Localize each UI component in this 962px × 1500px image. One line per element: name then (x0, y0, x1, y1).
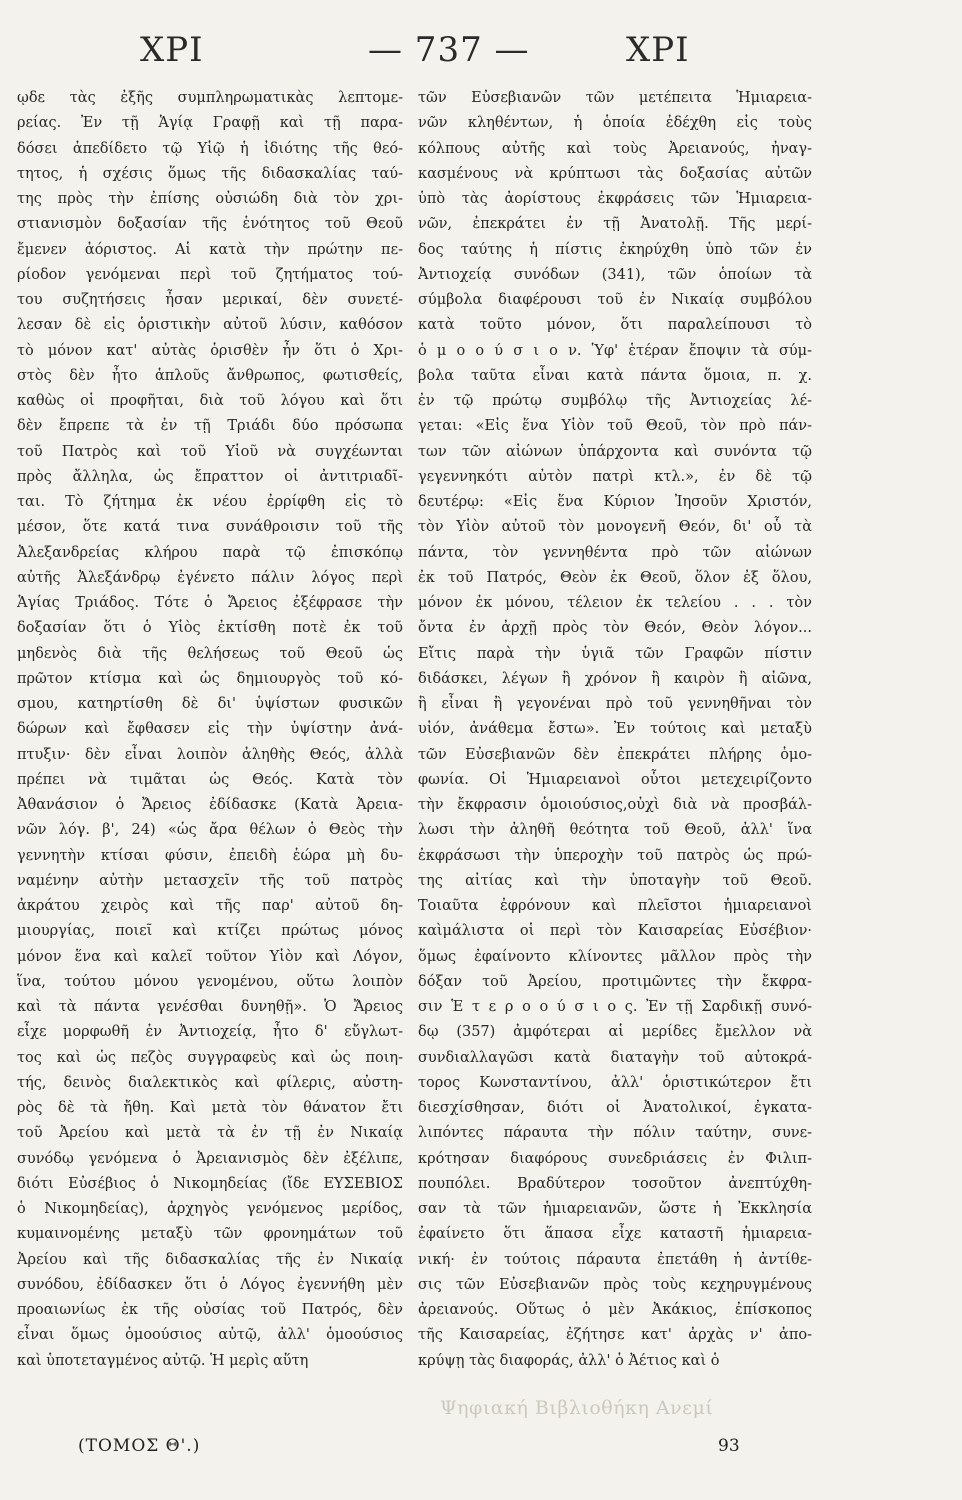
text-line: σις τῶν Εὐσεβιανῶν πρὸς τοὺς κεχηρυγμένους (418, 1276, 812, 1293)
text-line: γεγεννηκότι αὐτὸν πατρὶ κτλ.», ἐν δὲ τῷ (418, 468, 812, 485)
text-line: διεσχίσθησαν, διότι οἱ Ἀνατολικοί, ἐγκατα- (418, 1100, 812, 1116)
text-line: γεται: «Εἰς ἕνα Υἱὸν τοῦ Θεοῦ, τὸν πρὸ πάν- (418, 418, 812, 435)
text-line: ἔμενεν ἀόριστος. Αἱ κατὰ τὴν πρώτην πε- (17, 241, 403, 258)
text-line: τοῦ Πατρὸς καὶ τοῦ Υἱοῦ νὰ συγχέωνται (17, 443, 403, 460)
text-line: κρότησαν διαφόρους συνεδριάσεις ἐν Φιλιπ- (418, 1150, 812, 1167)
text-line: ἀρειανούς. Οὕτως ὁ μὲν Ἀκάκιος, ἐπίσκοπος (418, 1302, 812, 1318)
text-line: πάντα, τὸν γεννηθέντα πρὸ τῶν αἰώνων (418, 544, 812, 561)
text-line: τος καὶ ὡς πεζὸς συγγραφεὺς καὶ ὡς ποιη- (17, 1049, 403, 1066)
text-line: δώρων καὶ ἔφθασεν εἰς τὴν ὑψίστην ἀνά- (17, 721, 403, 738)
text-line: τῆς Καισαρείας, ἐζήτησε κατ' ἀρχὰς ν' ἀπο- (418, 1327, 812, 1344)
text-line: Ἁγίας Τριάδος. Τότε ὁ Ἄρειος ἐξέφρασε τὴν (17, 595, 403, 611)
text-line: δῳ (357) ἀμφότεραι αἱ μερίδες ἔμελλον νὰ (418, 1024, 812, 1041)
text-line: μιουργίας, ποιεῖ καὶ κτίζει πρώτως μόνος (17, 923, 403, 940)
text-line: συνδιαλλαγῶσι κατὰ διαταγὴν τοῦ αὐτοκρά- (418, 1049, 812, 1066)
text-line: ὅμως ἐφαίνοντο κλίνοντες μᾶλλον πρὸς τὴν (418, 948, 812, 965)
text-line: κυμαινομένης μεταξὺ τῶν φρονημάτων τοῦ (17, 1226, 403, 1243)
text-line: κασμένους νὰ κρύπτωσι τὰς δοξασίας αὐτῶν (418, 165, 812, 182)
text-line: μηδενὸς διὰ τῆς θελήσεως τοῦ Θεοῦ ὡς (17, 645, 403, 662)
text-line: εἶχε μορφωθῆ ἐν Ἀντιοχείᾳ, ἦτο δ' εὔγλωτ- (17, 1024, 403, 1041)
text-line: μόνον ἐκ μόνου, τέλειον ἐκ τελείου . . . τὸν (418, 595, 812, 611)
text-line: κρύψῃ τὰς διαφοράς, ἀλλ' ὁ Ἀέτιος καὶ ὁ (418, 1352, 720, 1369)
text-line: ρείας. Ἐν τῇ Ἁγίᾳ Γραφῇ καὶ τῇ παρα- (17, 115, 403, 132)
text-line: δὲν ἔπρεπε τὰ ἐν τῇ Τριάδι δύο πρόσωπα (17, 418, 403, 435)
text-line: ἐκφράσωσι τὴν ὑπεροχὴν τοῦ πατρὸς ὡς πρώ- (418, 847, 812, 864)
text-line: ὁ μ ο ο ύ σ ι ο ν. Ὑφ' ἑτέραν ἔποψιν τὰ σύμ- (418, 342, 812, 359)
text-line: δευτέρῳ: «Εἰς ἕνα Κύριον Ἰησοῦν Χριστόν, (418, 494, 812, 510)
text-line: κόλπους αὐτῆς καὶ τοὺς Ἀρειανούς, ἠναγ- (418, 140, 812, 157)
text-line: της αἰτίας καὶ τὴν ὑποταγὴν τοῦ Θεοῦ. (418, 872, 812, 889)
text-line: νική· ἐν τούτοις πάραυτα ἐπετάθη ἡ ἀντίθε- (418, 1251, 812, 1268)
text-line: κατὰ τοῦτο μόνον, ὅτι παραλείπουσι τὸ (418, 317, 812, 334)
text-line: ὄντα ἐν ἀρχῇ πρὸς τὸν Θεόν, Θεὸν λόγον... (418, 620, 812, 637)
text-line: δόσει ἀπεδίδετο τῷ Υἱῷ ἡ ἰδιότης τῆς θεό- (17, 140, 403, 157)
text-line: μέσον, ὅτε κατά τινα συνάθροισιν τοῦ τῆς (17, 519, 403, 536)
left-column (17, 86, 403, 1374)
text-line: καθὼς οἱ προφῆται, διὰ τοῦ λόγου καὶ ὅτι (17, 393, 403, 409)
text-line: ἐν τῷ πρώτῳ συμβόλῳ τῆς Ἀντιοχείας λέ- (418, 393, 812, 409)
text-line: ἢ εἶναι ἢ γεγονέναι πρὸ τοῦ γεννηθῆναι τὸν (418, 696, 812, 712)
text-line: ται. Τὸ ζήτημα ἐκ νέου ἐρρίφθη εἰς τὸ (17, 494, 403, 510)
text-line: Ἀθανάσιον ὁ Ἄρειος ἐδίδασκε (Κατὰ Ἀρεια- (17, 797, 403, 813)
text-line: σύμβολα διαφέρουσι τοῦ ἐν Νικαίᾳ συμβόλου (418, 292, 812, 308)
text-line: τής, δεινὸς διαλεκτικὸς καὶ φίλερις, αὐστη- (17, 1074, 403, 1091)
text-line: σιν Ἑ τ ε ρ ο ο ύ σ ι ο ς. Ἐν τῇ Σαρδικῇ συνό- (418, 999, 812, 1015)
text-line: Τοιαῦτα ἐφρόνουν καὶ πλεῖστοι ἡμιαρειανοὶ (418, 898, 812, 914)
page-number: — 737 — (368, 30, 530, 70)
text-line: πρῶτον κτίσμα καὶ ὡς δημιουργὸς τοῦ κό- (17, 670, 403, 687)
text-line: νῶν λόγ. β', 24) «ὡς ἄρα θέλων ὁ Θεὸς τὴν (17, 822, 403, 839)
text-line: διότι Εὐσέβιος ὁ Νικομηδείας (ἴδε ΕΥΣΕΒΙΟΣ (17, 1175, 403, 1192)
text-line: γεννητὴν κτίσαι φύσιν, ἐπειδὴ ἑώρα μὴ δυ- (17, 847, 403, 864)
text-line: εἶναι ὅμως ὁμοούσιος αὐτῷ, ἀλλ' ὁμοούσιος (17, 1327, 403, 1344)
text-line: ῳδε τὰς ἐξῆς συμπληρωματικὰς λεπτομε- (17, 90, 403, 106)
text-line: προαιωνίως ἐκ τῆς οὐσίας τοῦ Πατρός, δὲν (17, 1302, 403, 1318)
text-line: καὶ ὑποτεταγμένος αὐτῷ. Ἡ μερὶς αὕτη (17, 1352, 309, 1369)
running-head-left: ΧΡΙ (140, 30, 204, 70)
text-line: καὶ τὰ πάντα γενέσθαι δυνηθῇ». Ὁ Ἄρειος (17, 999, 403, 1015)
text-line: συνόδου, ἐδίδασκεν ὅτι ὁ Λόγος ἐγεννήθη μὲν (17, 1276, 403, 1293)
text-line: πρέπει νὰ τιμᾶται ὡς Θεός. Κατὰ τὸν (17, 771, 403, 788)
text-line: των τῶν αἰώνων ὑπάρχοντα καὶ συνόντα τῷ (418, 443, 812, 460)
text-line: συνόδῳ γενόμενα ὁ Ἀρειανισμὸς δὲν ἐξέλιπε, (17, 1150, 403, 1167)
text-line: ἐφαίνετο ὅτι ἅπασα εἶχε καταστῆ ἡμιαρεια- (418, 1226, 812, 1243)
text-line: στιανισμὸν δοξασίαν τῆς ἑνότητος τοῦ Θεοῦ (17, 216, 403, 233)
text-line: νῶν, ἐπεκράτει ἐν τῇ Ἀνατολῇ. Τῆς μερί- (418, 216, 812, 233)
watermark: Ψηφιακή Βιβλιοθήκη Ανεμί (440, 1397, 714, 1419)
signature-mark: 93 (718, 1436, 740, 1456)
text-line: λεσαν δὲ εἰς ὁριστικὴν αὐτοῦ λύσιν, καθόσον (17, 317, 403, 334)
text-line: ἵνα, τούτου μόνου γενομένου, οὕτω λοιπὸν (17, 973, 403, 990)
text-line: ρίοδον γενόμεναι περὶ τοῦ ζητήματος τού- (17, 266, 403, 283)
text-line: ὑπὸ τὰς ἀορίστους ἐκφράσεις τῶν Ἡμιαρεια- (418, 191, 812, 207)
text-line: τῶν Εὐσεβιανῶν τῶν μετέπειτα Ἡμιαρεια- (418, 90, 812, 106)
text-line: σαν τὰ τῶν ἡμιαρειανῶν, ὥστε ἡ Ἐκκλησία (418, 1201, 812, 1217)
text-line: νῶν κληθέντων, ἡ ὁποία ἐδέχθη εἰς τοὺς (418, 115, 812, 132)
volume-label: (ΤΟΜΟΣ Θ'.) (78, 1436, 201, 1456)
running-head-right: ΧΡΙ (626, 30, 690, 70)
text-line: δοξασίαν ὅτι ὁ Υἱὸς ἐκτίσθη ποτὲ ἐκ τοῦ (17, 620, 403, 637)
text-line: καὶμάλιστα οἱ περὶ τὸν Καισαρείας Εὐσέβιον· (418, 923, 812, 940)
text-line: τητος, ἡ σχέσις ὅμως τῆς διδασκαλίας ταύ- (17, 165, 403, 182)
text-line: ὁ Νικομηδείας), ἀρχηγὸς γενόμενος μερίδος, (17, 1201, 403, 1217)
text-line: δόξαν τοῦ Ἀρείου, προτιμῶντες τὴν ἔκφρα- (418, 973, 812, 990)
text-line: τὸν Υἱὸν αὐτοῦ τὸν μονογενῆ Θεόν, δι' οὗ τὰ (418, 519, 812, 536)
text-line: Εἴτις παρὰ τὴν ὑγιᾶ τῶν Γραφῶν πίστιν (418, 645, 812, 662)
text-line: φωνία. Οἱ Ἡμιαρειανοὶ οὗτοι μετεχειρίζοντο (418, 771, 812, 788)
text-line: βολα ταῦτα εἶναι κατὰ πάντα ὅμοια, π. χ. (418, 367, 812, 384)
text-line: ἀκράτου χειρὸς καὶ τῆς παρ' αὐτοῦ δη- (17, 898, 403, 914)
text-line: διδάσκει, λέγων ἢ χρόνον ἢ καιρὸν ἢ αἰῶνα, (418, 670, 812, 687)
text-line: τὸ μόνον κατ' αὐτὰς ὁρισθὲν ἦν ὅτι ὁ Χρι- (17, 342, 403, 359)
text-line: αὐτῆς Ἀλεξάνδρῳ ἐγένετο πάλιν λόγος περὶ (17, 569, 403, 586)
text-line: πτυξιν· δὲν εἶναι λοιπὸν ἀληθὴς Θεός, ἀλλὰ (17, 746, 403, 763)
text-line: του συζητήσεις ἦσαν μερικαί, δὲν συνετέ- (17, 292, 403, 308)
text-line: Ἀλεξανδρείας κλήρου παρὰ τῷ ἐπισκόπῳ (17, 544, 403, 561)
text-line: τῶν Εὐσεβιανῶν δὲν ἐπεκράτει πλήρης ὁμο- (418, 746, 812, 763)
text-line: μόνον ἕνα καὶ καλεῖ τοῦτον Υἱὸν καὶ Λόγον, (17, 948, 403, 965)
text-line: πουπόλει. Βραδύτερον τοσοῦτον ἀνεπτύχθη- (418, 1175, 812, 1192)
text-line: Ἀντιοχείᾳ συνόδων (341), τῶν ὁποίων τὰ (418, 266, 812, 283)
right-column (418, 86, 812, 1374)
text-line: στὸς δὲν ἦτο ἁπλοῦς ἄνθρωπος, φωτισθείς, (17, 367, 403, 384)
text-line: της πρὸς τὴν ἐπίσης οὐσιώδη διὰ τὸν χρι- (17, 191, 403, 207)
text-line: λωσι τὴν ἀληθῆ θεότητα τοῦ Θεοῦ, ἀλλ' ἵνα (418, 822, 812, 839)
text-line: ἐκ τοῦ Πατρός, Θεὸν ἐκ Θεοῦ, ὅλον ἐξ ὅλου, (418, 569, 812, 586)
text-line: τοῦ Ἀρείου καὶ μετὰ τὰ ἐν τῇ ἐν Νικαίᾳ (17, 1125, 403, 1142)
text-line: τὴν ἔκφρασιν ὁμοιούσιος,οὐχὶ διὰ νὰ προσβάλ- (418, 797, 812, 813)
text-line: ρὸς δὲ τὰ ἤθη. Καὶ μετὰ τὸν θάνατον ἔτι (17, 1100, 403, 1116)
text-line: Ἀρείου καὶ τῆς διδασκαλίας τῆς ἐν Νικαίᾳ (17, 1251, 403, 1268)
text-line: σμου, κατηρτίσθη δὲ δι' ὑψίστων φυσικῶν (17, 696, 403, 712)
text-line: υἱόν, ἀνάθεμα ἔστω». Ἐν τούτοις καὶ μεταξὺ (418, 721, 812, 738)
text-line: τορος Κωνσταντίνου, ἀλλ' ὁριστικώτερον ἔτι (418, 1074, 812, 1091)
text-line: ναμένην αὐτὴν μετασχεῖν τῆς τοῦ πατρὸς (17, 872, 403, 889)
text-line: πρὸς ἄλληλα, ὡς ἔπραττον οἱ ἀντιτριαδῖ- (17, 468, 403, 485)
text-line: δος ταύτης ἡ πίστις ἐκηρύχθη ὑπὸ τῶν ἐν (418, 241, 812, 258)
text-line: λιπόντες πάραυτα τὴν πόλιν ταύτην, συνε- (418, 1125, 812, 1142)
